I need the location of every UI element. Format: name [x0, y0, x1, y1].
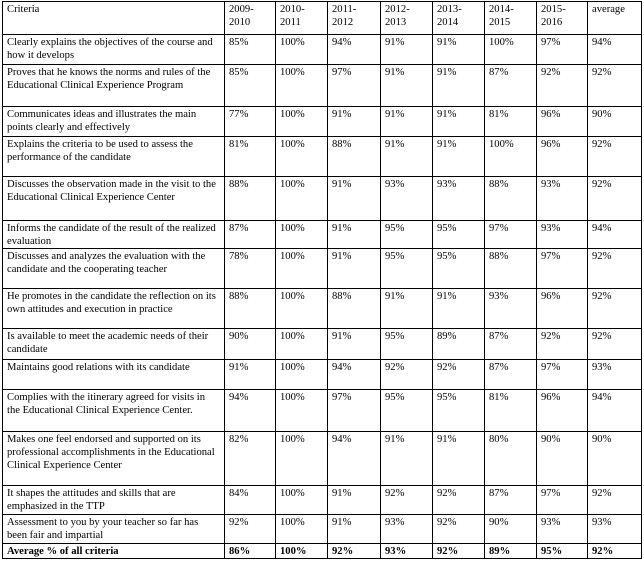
total-cell: 92% [328, 544, 381, 559]
total-row [3, 544, 642, 559]
header-2012-2013: 2012- 2013 [381, 2, 433, 35]
value-cell: 100% [276, 35, 328, 65]
total-cell: 95% [537, 544, 588, 559]
average-cell: 94% [588, 390, 642, 432]
value-cell: 91% [328, 249, 381, 289]
value-cell: 93% [485, 289, 537, 329]
value-cell: 91% [225, 360, 276, 390]
value-cell: 87% [485, 360, 537, 390]
value-cell: 91% [433, 432, 485, 486]
table-row [3, 515, 642, 544]
table-row [3, 360, 642, 390]
criteria-cell: Proves that he knows the norms and rules of the Educational Clinical Experience Program [3, 65, 225, 107]
value-cell: 87% [485, 65, 537, 107]
value-cell: 92% [433, 515, 485, 544]
value-cell: 100% [485, 35, 537, 65]
value-cell: 90% [485, 515, 537, 544]
value-cell: 94% [328, 432, 381, 486]
value-cell: 91% [381, 137, 433, 177]
average-cell: 94% [588, 221, 642, 249]
value-cell: 90% [225, 329, 276, 360]
average-cell: 90% [588, 107, 642, 137]
value-cell: 95% [381, 249, 433, 289]
value-cell: 91% [328, 107, 381, 137]
criteria-cell: Communicates ideas and illustrates the main points clearly and effectively [3, 107, 225, 137]
average-cell: 92% [588, 329, 642, 360]
total-cell: 93% [381, 544, 433, 559]
value-cell: 95% [381, 221, 433, 249]
value-cell: 91% [328, 329, 381, 360]
value-cell: 100% [276, 329, 328, 360]
value-cell: 88% [225, 177, 276, 221]
value-cell: 88% [485, 249, 537, 289]
value-cell: 91% [328, 486, 381, 515]
header-average: average [588, 2, 642, 35]
value-cell: 96% [537, 390, 588, 432]
value-cell: 94% [328, 360, 381, 390]
value-cell: 91% [433, 289, 485, 329]
value-cell: 97% [537, 360, 588, 390]
average-cell: 93% [588, 515, 642, 544]
value-cell: 90% [537, 432, 588, 486]
table-row [3, 329, 642, 360]
total-cell: 92% [433, 544, 485, 559]
value-cell: 100% [485, 137, 537, 177]
criteria-cell: Explains the criteria to be used to assess the performance of the candidate [3, 137, 225, 177]
value-cell: 81% [485, 107, 537, 137]
table-row [3, 390, 642, 432]
value-cell: 91% [328, 177, 381, 221]
average-cell: 92% [588, 249, 642, 289]
value-cell: 91% [328, 515, 381, 544]
value-cell: 91% [433, 65, 485, 107]
value-cell: 91% [381, 35, 433, 65]
criteria-cell: Is available to meet the academic needs of their candidate [3, 329, 225, 360]
value-cell: 92% [433, 360, 485, 390]
table-row [3, 289, 642, 329]
value-cell: 95% [433, 390, 485, 432]
criteria-cell: Clearly explains the objectives of the course and how it develops [3, 35, 225, 65]
total-cell: 86% [225, 544, 276, 559]
value-cell: 91% [328, 221, 381, 249]
value-cell: 92% [537, 65, 588, 107]
value-cell: 87% [485, 329, 537, 360]
table-row [3, 432, 642, 486]
criteria-cell: Makes one feel endorsed and supported on its professional accomplishments in the Educational Clinical Experience Center [3, 432, 225, 486]
criteria-percentage-table [2, 1, 642, 559]
header-2014-2015: 2014- 2015 [485, 2, 537, 35]
criteria-cell: Informs the candidate of the result of the realized evaluation [3, 221, 225, 249]
value-cell: 91% [381, 289, 433, 329]
value-cell: 100% [276, 432, 328, 486]
total-average-cell: 92% [588, 544, 642, 559]
value-cell: 81% [225, 137, 276, 177]
criteria-cell: Maintains good relations with its candidate [3, 360, 225, 390]
value-cell: 88% [225, 289, 276, 329]
value-cell: 92% [433, 486, 485, 515]
average-cell: 92% [588, 65, 642, 107]
value-cell: 97% [328, 390, 381, 432]
header-criteria: Criteria [3, 2, 225, 35]
value-cell: 96% [537, 289, 588, 329]
criteria-cell: Discusses and analyzes the evaluation with the candidate and the cooperating teacher [3, 249, 225, 289]
value-cell: 93% [381, 515, 433, 544]
value-cell: 97% [537, 35, 588, 65]
value-cell: 88% [328, 289, 381, 329]
value-cell: 80% [485, 432, 537, 486]
value-cell: 100% [276, 177, 328, 221]
value-cell: 91% [433, 35, 485, 65]
value-cell: 94% [225, 390, 276, 432]
header-2009-2010: 2009- 2010 [225, 2, 276, 35]
criteria-cell: Complies with the itinerary agreed for visits in the Educational Clinical Experience Center. [3, 390, 225, 432]
value-cell: 94% [328, 35, 381, 65]
table-row [3, 107, 642, 137]
value-cell: 88% [328, 137, 381, 177]
average-cell: 92% [588, 289, 642, 329]
table-row [3, 486, 642, 515]
value-cell: 87% [225, 221, 276, 249]
value-cell: 100% [276, 515, 328, 544]
criteria-cell: Assessment to you by your teacher so far has been fair and impartial [3, 515, 225, 544]
value-cell: 96% [537, 137, 588, 177]
value-cell: 92% [381, 486, 433, 515]
value-cell: 85% [225, 35, 276, 65]
table-row [3, 177, 642, 221]
table-row [3, 137, 642, 177]
criteria-cell: Discusses the observation made in the visit to the Educational Clinical Experience Center [3, 177, 225, 221]
table-row [3, 221, 642, 249]
value-cell: 77% [225, 107, 276, 137]
header-row [3, 2, 642, 35]
average-cell: 90% [588, 432, 642, 486]
value-cell: 91% [381, 65, 433, 107]
header-2013-2014: 2013- 2014 [433, 2, 485, 35]
criteria-cell: He promotes in the candidate the reflection on its own attitudes and execution in practice [3, 289, 225, 329]
table-row [3, 65, 642, 107]
value-cell: 97% [328, 65, 381, 107]
average-cell: 92% [588, 137, 642, 177]
average-cell: 94% [588, 35, 642, 65]
value-cell: 97% [537, 249, 588, 289]
value-cell: 85% [225, 65, 276, 107]
value-cell: 95% [433, 221, 485, 249]
header-2011-2012: 2011- 2012 [328, 2, 381, 35]
value-cell: 100% [276, 360, 328, 390]
value-cell: 92% [381, 360, 433, 390]
value-cell: 81% [485, 390, 537, 432]
value-cell: 78% [225, 249, 276, 289]
value-cell: 100% [276, 289, 328, 329]
value-cell: 84% [225, 486, 276, 515]
table-row [3, 249, 642, 289]
value-cell: 91% [433, 137, 485, 177]
table-row [3, 35, 642, 65]
header-2010-2011: 2010- 2011 [276, 2, 328, 35]
value-cell: 91% [381, 432, 433, 486]
value-cell: 89% [433, 329, 485, 360]
value-cell: 95% [381, 390, 433, 432]
value-cell: 82% [225, 432, 276, 486]
value-cell: 91% [381, 107, 433, 137]
value-cell: 97% [485, 221, 537, 249]
total-label: Average % of all criteria [3, 544, 225, 559]
value-cell: 96% [537, 107, 588, 137]
criteria-cell: It shapes the attitudes and skills that are emphasized in the TTP [3, 486, 225, 515]
value-cell: 93% [381, 177, 433, 221]
value-cell: 92% [225, 515, 276, 544]
value-cell: 100% [276, 107, 328, 137]
value-cell: 95% [433, 249, 485, 289]
value-cell: 97% [537, 486, 588, 515]
value-cell: 93% [537, 515, 588, 544]
average-cell: 92% [588, 177, 642, 221]
total-cell: 89% [485, 544, 537, 559]
value-cell: 100% [276, 137, 328, 177]
value-cell: 95% [381, 329, 433, 360]
total-cell: 100% [276, 544, 328, 559]
average-cell: 93% [588, 360, 642, 390]
value-cell: 100% [276, 486, 328, 515]
header-2015-2016: 2015- 2016 [537, 2, 588, 35]
average-cell: 92% [588, 486, 642, 515]
value-cell: 93% [537, 177, 588, 221]
value-cell: 87% [485, 486, 537, 515]
value-cell: 91% [433, 107, 485, 137]
value-cell: 93% [433, 177, 485, 221]
value-cell: 93% [537, 221, 588, 249]
value-cell: 100% [276, 390, 328, 432]
value-cell: 100% [276, 221, 328, 249]
value-cell: 92% [537, 329, 588, 360]
value-cell: 100% [276, 65, 328, 107]
value-cell: 88% [485, 177, 537, 221]
value-cell: 100% [276, 249, 328, 289]
